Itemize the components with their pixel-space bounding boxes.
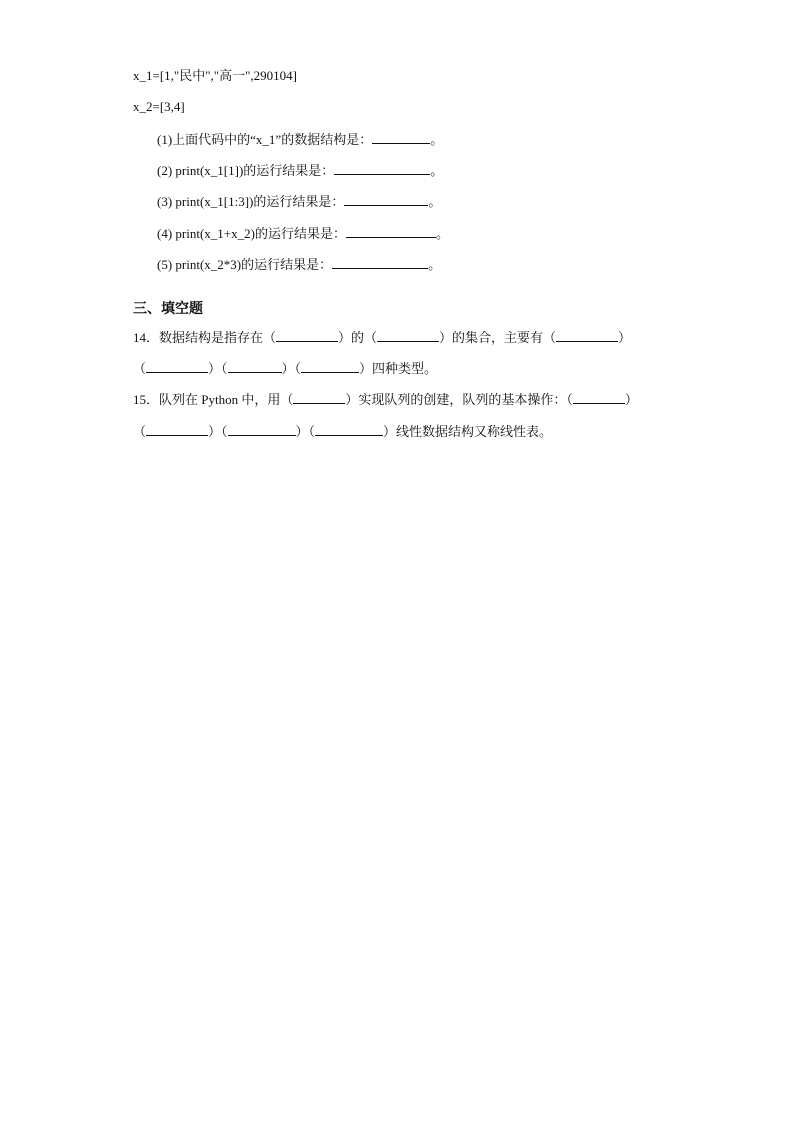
question-5-text: (5) print(x_2*3)的运行结果是： xyxy=(157,257,333,272)
answer-blank[interactable] xyxy=(334,162,430,175)
answer-blank[interactable] xyxy=(146,423,208,436)
code-line-1: x_1=[1,"民中","高一",290104] xyxy=(133,68,297,83)
question-1: (1)上面代码中的“x_1”的数据结构是： 。 xyxy=(157,132,444,147)
section-title: 三、填空题 xyxy=(133,302,203,317)
answer-blank[interactable] xyxy=(372,131,430,144)
question-14-line-2: （ ）（ ）（ ）四种类型。 xyxy=(133,361,438,376)
code-line-2: x_2=[3,4] xyxy=(133,99,185,114)
answer-blank[interactable] xyxy=(276,329,338,342)
question-15-line-1: 15．队列在 Python 中，用（ ）实现队列的创建，队列的基本操作：（ ） xyxy=(133,392,638,407)
question-4: (4) print(x_1+x_2)的运行结果是： 。 xyxy=(157,226,449,241)
question-5: (5) print(x_2*3)的运行结果是： 。 xyxy=(157,257,442,272)
answer-blank[interactable] xyxy=(301,360,359,373)
answer-blank[interactable] xyxy=(293,391,345,404)
question-4-text: (4) print(x_1+x_2)的运行结果是： xyxy=(157,226,346,241)
question-2: (2) print(x_1[1])的运行结果是： 。 xyxy=(157,163,444,178)
answer-blank[interactable] xyxy=(346,225,436,238)
answer-blank[interactable] xyxy=(228,360,282,373)
answer-blank[interactable] xyxy=(573,391,625,404)
answer-blank[interactable] xyxy=(556,329,618,342)
question-2-text: (2) print(x_1[1])的运行结果是： xyxy=(157,163,335,178)
answer-blank[interactable] xyxy=(146,360,208,373)
answer-blank[interactable] xyxy=(332,256,428,269)
question-3-text: (3) print(x_1[1:3])的运行结果是： xyxy=(157,194,345,209)
question-1-text: (1)上面代码中的“x_1”的数据结构是： xyxy=(157,132,373,147)
answer-blank[interactable] xyxy=(228,423,296,436)
question-14-line-1: 14．数据结构是指存在（ ）的（ ）的集合，主要有（ ） xyxy=(133,330,632,345)
question-3: (3) print(x_1[1:3])的运行结果是： 。 xyxy=(157,194,442,209)
answer-blank[interactable] xyxy=(377,329,439,342)
answer-blank[interactable] xyxy=(315,423,383,436)
question-15-line-2: （ ）（ ）（ ）线性数据结构又称线性表。 xyxy=(133,424,553,439)
answer-blank[interactable] xyxy=(344,193,428,206)
